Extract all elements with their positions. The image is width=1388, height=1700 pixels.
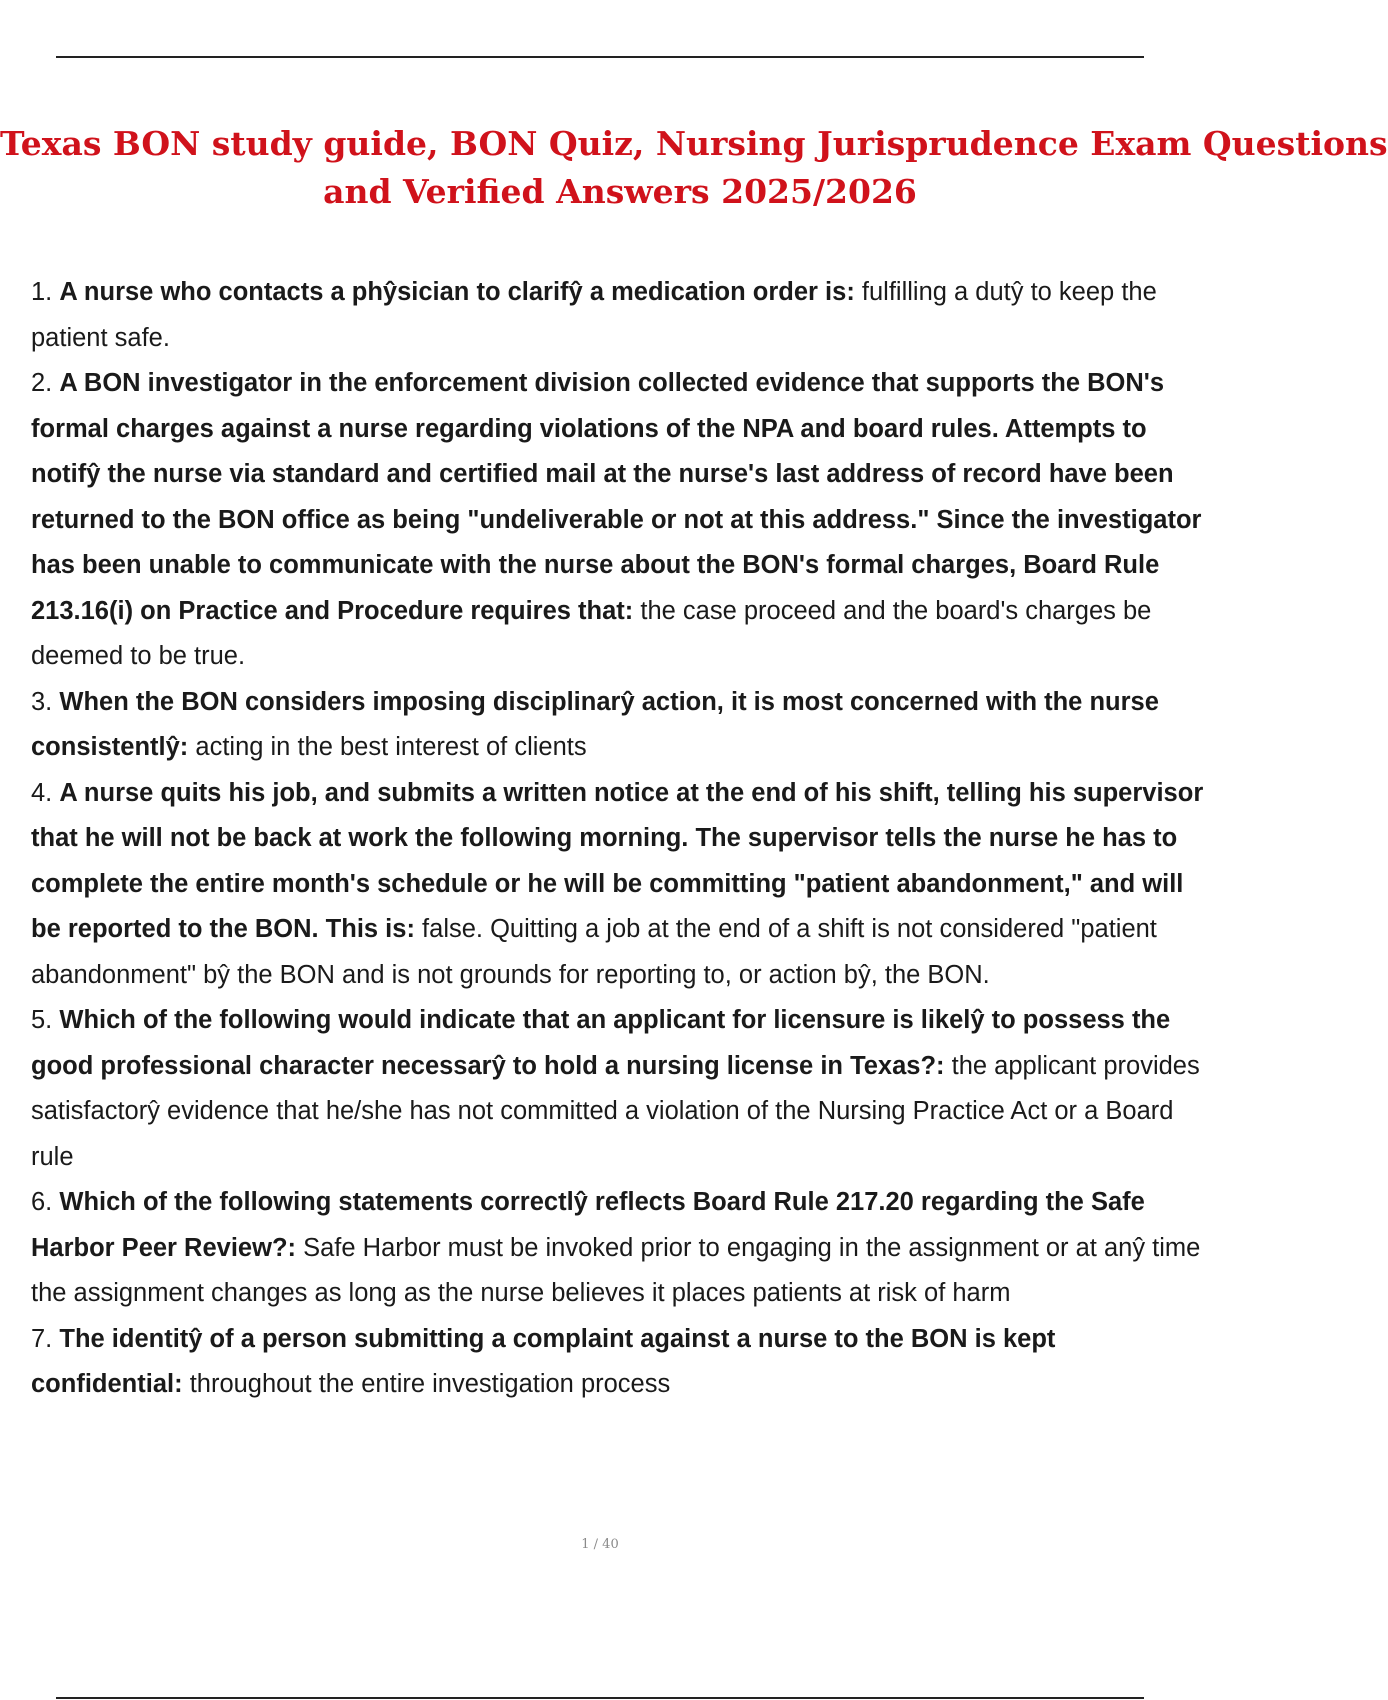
answer-text: fulfilling a dutŷ to keep the patient safe. (31, 278, 1157, 352)
question-text: When the BON considers imposing disciplinarŷ action, it is most concerned with the nurse consistentlŷ: (31, 687, 1159, 761)
question-number: 2. (31, 369, 53, 397)
question-number: 3. (31, 687, 53, 716)
answer-text: the case proceed and the board's charges be deemed to be true. (31, 596, 1152, 670)
question-text: A BON investigator in the enforcement division collected evidence that supports the BON's formal charges against a nurse regarding violations of the NPA and board rules. Attempts to notifŷ the nurse via standard and certified mail at the nurse's last address of record have been returned to the BON office as being "undeliverable or not at this address." Since the investigator has been unable to communicate with the nurse about the BON's formal charges, Board Rule 213.16(i) on Practice and Procedure requires that: (31, 369, 1202, 625)
page-number: 1 / 40 (581, 1537, 619, 1552)
question-number: 7. (31, 1324, 53, 1353)
question-text: A nurse who contacts a phŷsician to clarifŷ a medication order is: (59, 278, 855, 306)
title-line-1: Texas BON study guide, BON Quiz, Nursing Jurisprudence Exam Questions (0, 124, 1388, 163)
question-number: 1. (31, 278, 53, 306)
answer-text: acting in the best interest of clients (195, 733, 587, 761)
question-number: 6. (31, 1188, 53, 1216)
answer-text: false. Quitting a job at the end of a shift is not considered "patient abandonment" bŷ the BON and is not grounds for reporting to, or action bŷ, the BON. (31, 915, 1157, 989)
question-text: Which of the following statements correctlŷ reflects Board Rule 217.20 regarding the Safe Harbor Peer Review?: (31, 1188, 1145, 1262)
question-text: The identitŷ of a person submitting a complaint against a nurse to the BON is kept confidential: (31, 1324, 1056, 1398)
top-divider (56, 56, 1144, 58)
question-item-1 (31, 270, 1211, 361)
answer-text: Safe Harbor must be invoked prior to engaging in the assignment or at anŷ time the assignment changes as long as the nurse believes it places patients at risk of harm (31, 1233, 1201, 1307)
title-line-2: and Verified Answers 2025/2026 (323, 172, 917, 211)
question-number: 5. (31, 1006, 53, 1034)
question-item-4 (31, 771, 1211, 999)
answer-text: the applicant provides satisfactorŷ evidence that he/she has not committed a violation of the Nursing Practice Act or a Board rule (31, 1051, 1200, 1171)
answer-text: throughout the entire investigation process (189, 1370, 671, 1398)
question-text: Which of the following would indicate that an applicant for licensure is likelŷ to possess the good professional character necessarŷ to hold a nursing license in Texas?: (31, 1006, 1171, 1080)
question-item-3 (31, 680, 1211, 771)
bottom-divider (56, 1697, 1144, 1699)
question-number: 4. (31, 778, 53, 807)
question-item-2 (31, 361, 1211, 680)
question-list (31, 270, 1211, 1408)
question-text: A nurse quits his job, and submits a written notice at the end of his shift, telling his supervisor that he will not be back at work the following morning. The supervisor tells the nurse he has to complete the entire month's schedule or he will be committing "patient abandonment," and will be reported to the BON. This is: (31, 778, 1204, 943)
document-title (0, 120, 1388, 216)
question-item-7 (31, 1317, 1211, 1408)
question-item-6 (31, 1180, 1211, 1317)
question-item-5 (31, 998, 1211, 1180)
